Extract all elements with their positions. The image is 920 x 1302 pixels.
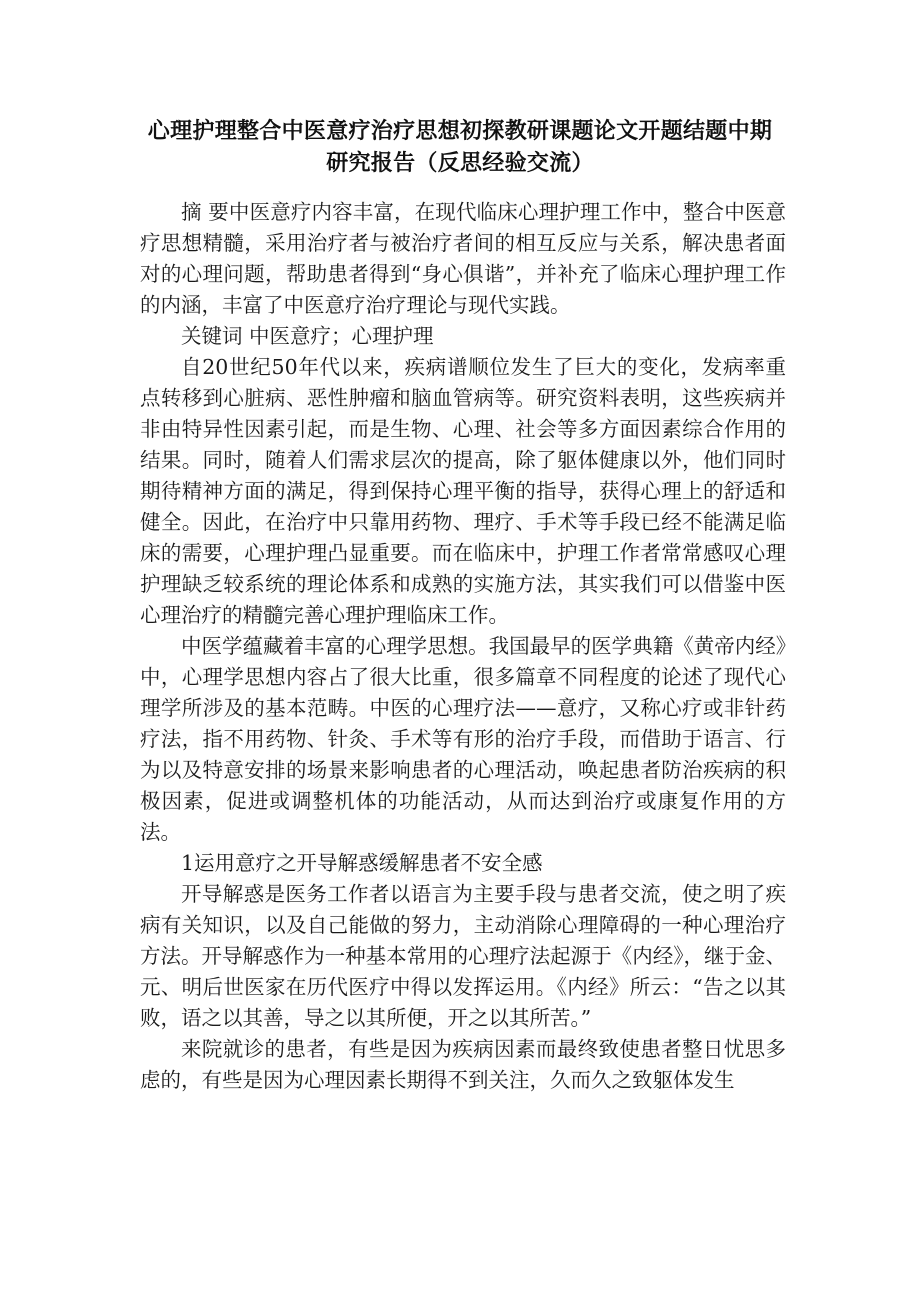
document-body xyxy=(140,197,786,1096)
body-paragraph: 开导解惑是医务工作者以语言为主要手段与患者交流，使之明了疾病有关知识，以及自己能做的努力，主动消除心理障碍的一种心理治疗方法。开导解惑作为一种基本常用的心理疗法起源于《内经》，继于金、元、明后世医家在历代医疗中得以发挥运用。《内经》所云：“告之以其败，语之以其善，导之以其所便，开之以其所苦。” xyxy=(140,882,786,1030)
body-paragraph: 来院就诊的患者，有些是因为疾病因素而最终致使患者整日忧思多虑的，有些是因为心理因素长期得不到关注，久而久之致躯体发生 xyxy=(140,1037,786,1092)
abstract-paragraph: 摘 要中医意疗内容丰富，在现代临床心理护理工作中，整合中医意疗思想精髓，采用治疗者与被治疗者间的相互反应与关系，解决患者面对的心理问题，帮助患者得到“身心俱谐”，并补充了临床心理护理工作的内涵，丰富了中医意疗治疗理论与现代实践。 xyxy=(140,200,786,317)
section-heading: 1运用意疗之开导解惑缓解患者不安全感 xyxy=(181,851,543,875)
document-title: 心理护理整合中医意疗治疗思想初探教研课题论文开题结题中期研究报告（反思经验交流） xyxy=(147,119,773,176)
body-paragraph: 中医学蕴藏着丰富的心理学思想。我国最早的医学典籍《黄帝内经》中，心理学思想内容占了很大比重，很多篇章不同程度的论述了现代心理学所涉及的基本范畴。中医的心理疗法——意疗，又称心疗或非针药疗法，指不用药物、针灸、手术等有形的治疗手段，而借助于语言、行为以及特意安排的场景来影响患者的心理活动，唤起患者防治疾病的积极因素，促进或调整机体的功能活动，从而达到治疗或康复作用的方法。 xyxy=(140,634,786,844)
body-paragraph: 自20世纪50年代以来，疾病谱顺位发生了巨大的变化，发病率重点转移到心脏病、恶性肿瘤和脑血管病等。研究资料表明，这些疾病并非由特异性因素引起，而是生物、心理、社会等多方面因素综合作用的结果。同时，随着人们需求层次的提高，除了躯体健康以外，他们同时期待精神方面的满足，得到保持心理平衡的指导，获得心理上的舒适和健全。因此，在治疗中只靠用药物、理疗、手术等手段已经不能满足临床的需要，心理护理凸显重要。而在临床中，护理工作者常常感叹心理护理缺乏较系统的理论体系和成熟的实施方法，其实我们可以借鉴中医心理治疗的精髓完善心理护理临床工作。 xyxy=(140,355,786,627)
keywords-line: 关键词 中医意疗；心理护理 xyxy=(181,324,434,348)
